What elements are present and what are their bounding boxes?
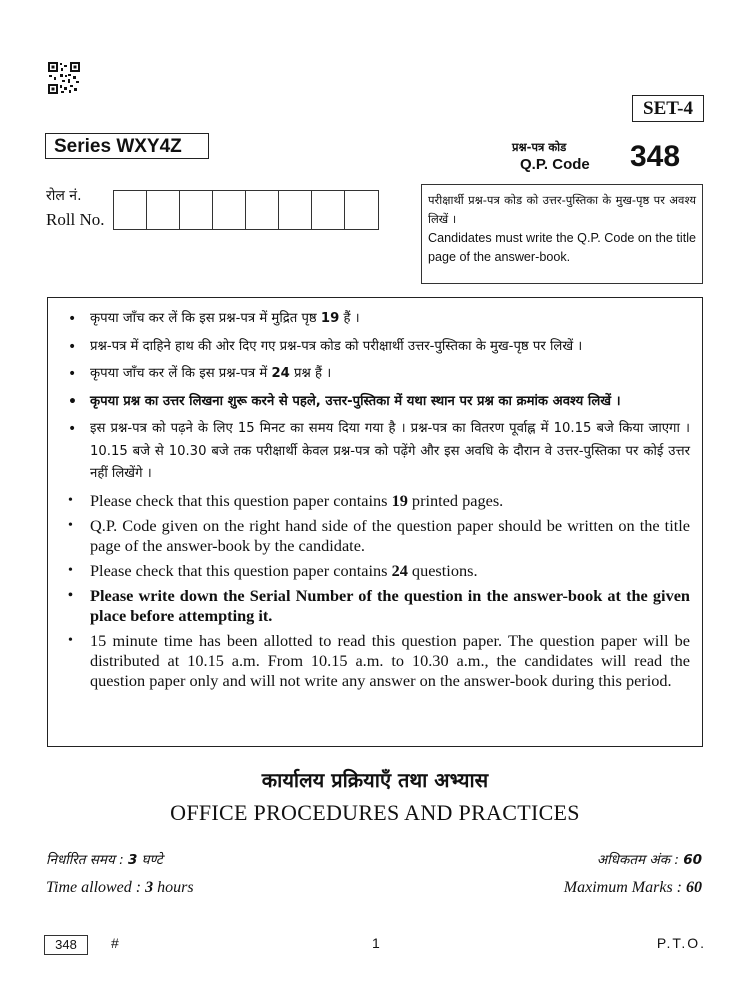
bullet-icon: • [68, 517, 73, 533]
instruction-english-4: • Please write down the Serial Number of the question in the answer-book at the given place before attempting it. [68, 585, 690, 625]
roll-number-cell[interactable] [279, 191, 312, 229]
bullet-icon: • [68, 366, 77, 382]
bullet-icon: • [68, 562, 73, 578]
time-allowed-english: Time allowed : 3 hours [46, 879, 194, 896]
instruction-english-1: • Please check that this question paper contains 19 printed pages. [68, 490, 504, 510]
roll-number-cell[interactable] [246, 191, 279, 229]
roll-number-cell[interactable] [213, 191, 246, 229]
time-allowed-hindi: निर्धारित समय : 3 घण्टे [46, 852, 163, 868]
roll-number-cell[interactable] [312, 191, 345, 229]
candidate-note-hindi: परीक्षार्थी प्रश्न-पत्र कोड को उत्तर-पुस्तिका के मुख-पृष्ठ पर अवश्य लिखें । [428, 193, 696, 226]
candidate-note-english: Candidates must write the Q.P. Code on the title page of the answer-book. [428, 231, 696, 264]
bullet-icon: • [68, 492, 73, 508]
roll-number-cell[interactable] [180, 191, 213, 229]
bullet-icon: • [68, 311, 77, 327]
roll-label-hindi: रोल नं. [46, 188, 82, 204]
instructions-list [60, 308, 690, 691]
max-marks-english: Maximum Marks : 60 [563, 879, 702, 896]
instructions-box [47, 297, 703, 747]
bullet-icon: • [68, 421, 77, 437]
roll-number-boxes[interactable] [113, 190, 379, 230]
qr-code-icon [48, 62, 80, 94]
series-label: Series WXY4Z [45, 133, 209, 159]
subject-title-english: OFFICE PROCEDURES AND PRACTICES [170, 800, 580, 825]
qp-code-label-hindi: प्रश्न-पत्र कोड [512, 140, 567, 154]
bullet-icon: • [68, 393, 77, 410]
instruction-hindi-1: • कृपया जाँच कर लें कि इस प्रश्न-पत्र में मुद्रित पृष्ठ 19 हैं । [60, 308, 690, 331]
pto-label: P.T.O. [656, 935, 706, 951]
roll-number-cell[interactable] [114, 191, 147, 229]
instruction-hindi-4: • कृपया प्रश्न का उत्तर लिखना शुरू करने से पहले, उत्तर-पुस्तिका में यथा स्थान पर प्रश्न का क्रमांक अवश्य लिखें । [60, 391, 690, 414]
roll-number-cell[interactable] [147, 191, 180, 229]
instruction-english-5: • 15 minute time has been allotted to read this question paper. The question paper will be distributed at 10.15 a.m. From 10.15 a.m. to 10.30 a.m., the candidates will read the question paper only and will not write any answer on the answer-book during this period. [68, 630, 690, 690]
footer-hash: # [111, 935, 119, 951]
instruction-hindi-2: • प्रश्न-पत्र में दाहिने हाथ की ओर दिए गए प्रश्न-पत्र कोड को परीक्षार्थी उत्तर-पुस्तिका के मुख-पृष्ठ पर लिखें । [60, 336, 690, 359]
instruction-english-3: • Please check that this question paper contains 24 questions. [68, 560, 478, 580]
instruction-english-2: • Q.P. Code given on the right hand side of the question paper should be written on the title page of the answer-book by the candidate. [68, 515, 690, 555]
set-label: SET-4 [632, 95, 704, 122]
qp-code-label-english: Q.P. Code [520, 156, 590, 173]
bullet-icon: • [68, 632, 73, 648]
roll-number-cell[interactable] [345, 191, 378, 229]
subject-title-hindi: कार्यालय प्रक्रियाएँ तथा अभ्यास [261, 768, 489, 792]
instruction-hindi-3: • कृपया जाँच कर लें कि इस प्रश्न-पत्र में 24 प्रश्न हैं । [60, 363, 690, 386]
page-number: 1 [372, 935, 380, 951]
bullet-icon: • [68, 587, 73, 603]
qp-code: 348 [630, 140, 681, 173]
max-marks-hindi: अधिकतम अंक : 60 [596, 852, 702, 868]
footer-qp-code: 348 [44, 935, 88, 955]
bullet-icon: • [68, 338, 77, 355]
candidate-note-box [421, 184, 703, 284]
instruction-hindi-5: • इस प्रश्न-पत्र को पढ़ने के लिए 15 मिनट का समय दिया गया है । प्रश्न-पत्र का वितरण पूर्वाह्न में 10.15 बजे किया जाएगा । 10.15 बजे से 10.30 बजे तक परीक्षार्थी केवल प्रश्न-पत्र को पढ़ेंगे और इस अवधि के दौरान वे उत्तर-पुस्तिका पर कोई उत्तर नहीं लिखेंगे । [60, 418, 690, 486]
roll-label-english: Roll No. [46, 210, 105, 229]
